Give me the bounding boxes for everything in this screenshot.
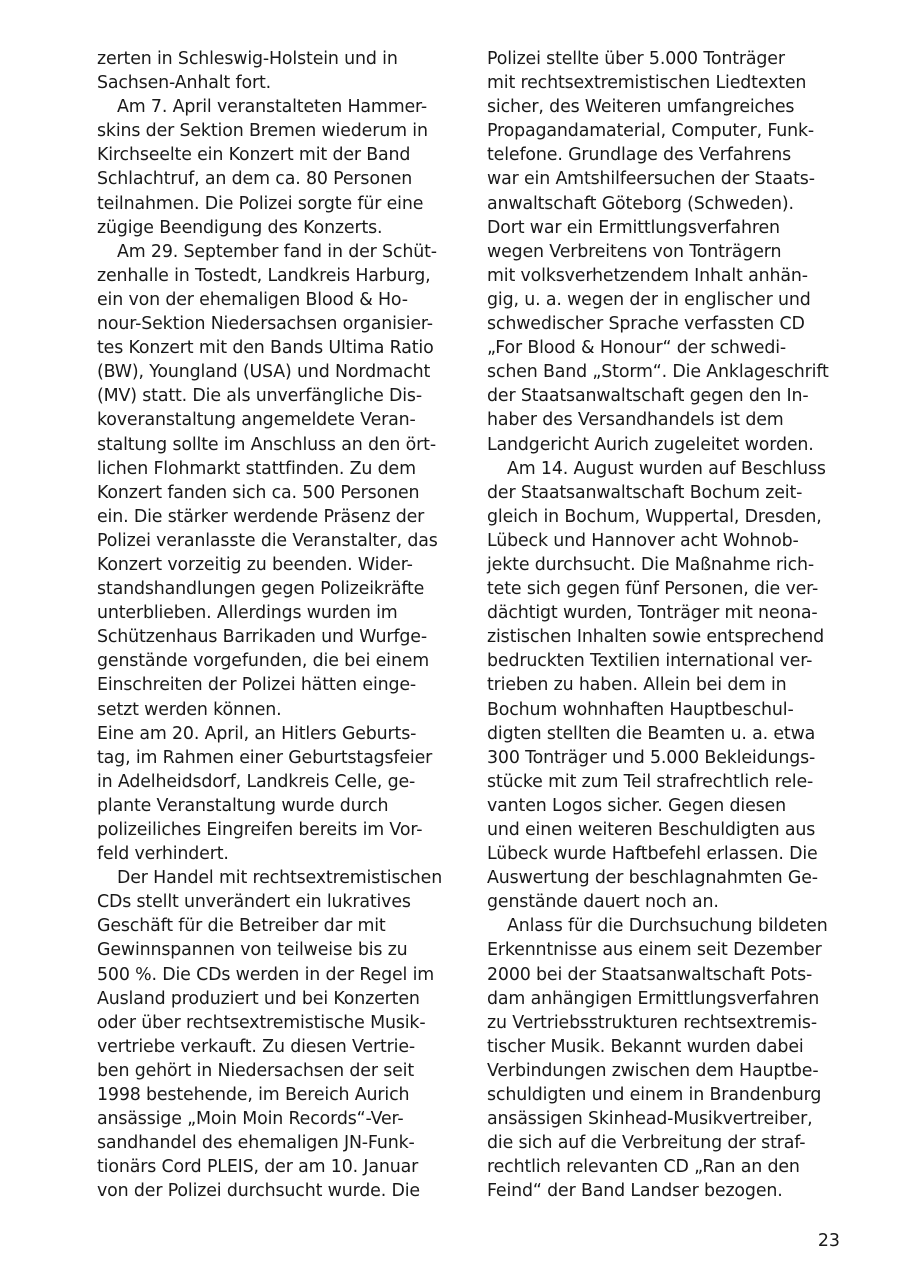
text-line: CDs stellt unverändert ein lukratives xyxy=(97,892,411,913)
text-line: wegen Verbreitens von Tonträgern xyxy=(487,241,782,262)
text-line: ansässige „Moin Moin Records“-Ver- xyxy=(97,1109,404,1130)
text-line: plante Veranstaltung wurde durch xyxy=(97,795,389,816)
text-line: der Staatsanwaltschaft gegen den In- xyxy=(487,386,809,407)
text-line: Polizei veranlasste die Veranstalter, das xyxy=(97,530,438,551)
text-line: Propagandamaterial, Computer, Funk- xyxy=(487,121,815,142)
text-line: schwedischer Sprache verfassten CD xyxy=(487,314,805,335)
text-line: dächtigt wurden, Tonträger mit neona- xyxy=(487,603,818,624)
text-line: sicher, des Weiteren umfangreiches xyxy=(487,97,795,118)
text-line: Auswertung der beschlagnahmten Ge- xyxy=(487,868,818,889)
text-line: standshandlungen gegen Polizeikräfte xyxy=(97,579,425,600)
text-line: Landgericht Aurich zugeleitet worden. xyxy=(487,434,814,455)
text-line: ansässigen Skinhead-Musikvertreiber, xyxy=(487,1109,813,1130)
text-line: feld verhindert. xyxy=(97,844,229,865)
text-line: setzt werden können. xyxy=(97,699,282,720)
text-line: gig, u. a. wegen der in englischer und xyxy=(487,289,811,310)
text-line: zu Vertriebsstrukturen rechtsextremis- xyxy=(487,1012,817,1033)
text-line: rechtlich relevanten CD „Ran an den xyxy=(487,1157,800,1178)
text-line: Anlass für die Durchsuchung bildeten xyxy=(507,916,828,937)
text-line: koveranstaltung angemeldete Veran- xyxy=(97,410,416,431)
text-line: Sachsen-Anhalt fort. xyxy=(97,73,271,94)
text-line: staltung sollte im Anschluss an den ört- xyxy=(97,434,436,455)
text-line: Einschreiten der Polizei hätten einge- xyxy=(97,675,417,696)
text-line: nour-Sektion Niedersachsen organisier- xyxy=(97,314,433,335)
text-line: Schlachtruf, an dem ca. 80 Personen xyxy=(97,169,413,190)
text-line: sandhandel des ehemaligen JN-Funk- xyxy=(97,1133,415,1154)
text-line: tischer Musik. Bekannt wurden dabei xyxy=(487,1036,804,1057)
text-line: tionärs Cord PLEIS, der am 10. Januar xyxy=(97,1157,419,1178)
text-line: Polizei stellte über 5.000 Tonträger xyxy=(487,49,785,69)
text-line: digten stellten die Beamten u. a. etwa xyxy=(487,723,816,744)
text-line: schen Band „Storm“. Die Anklageschrift xyxy=(487,362,829,383)
text-line: 2000 bei der Staatsanwaltschaft Pots- xyxy=(487,964,813,985)
text-line: unterblieben. Allerdings wurden im xyxy=(97,603,398,624)
text-line: skins der Sektion Bremen wiederum in xyxy=(97,121,428,142)
text-line: telefone. Grundlage des Verfahrens xyxy=(487,145,792,166)
text-line: anwaltschaft Göteborg (Schweden). xyxy=(487,193,794,214)
text-line: die sich auf die Verbreitung der straf- xyxy=(487,1133,806,1154)
text-line: Am 7. April veranstalteten Hammer- xyxy=(117,97,428,118)
text-line: Kirchseelte ein Konzert mit der Band xyxy=(97,145,411,166)
text-line: haber des Versandhandels ist dem xyxy=(487,410,784,431)
text-line: Erkenntnisse aus einem seit Dezember xyxy=(487,940,822,961)
text-line: 300 Tonträger und 5.000 Bekleidungs- xyxy=(487,747,816,768)
text-line: ein von der ehemaligen Blood & Ho- xyxy=(97,289,408,310)
text-line: gleich in Bochum, Wuppertal, Dresden, xyxy=(487,506,822,527)
text-line: zistischen Inhalten sowie entsprechend xyxy=(487,627,825,648)
text-line: Eine am 20. April, an Hitlers Geburts- xyxy=(97,723,417,744)
text-line: vertriebe verkauft. Zu diesen Vertrie- xyxy=(97,1036,415,1057)
text-line: zerten in Schleswig-Holstein und in xyxy=(97,49,398,69)
text-line: der Staatsanwaltschaft Bochum zeit- xyxy=(487,482,803,503)
right-text-column xyxy=(487,47,857,1204)
text-line: in Adelheidsdorf, Landkreis Celle, ge- xyxy=(97,771,416,792)
text-line: genstände vorgefunden, die bei einem xyxy=(97,651,430,672)
text-line: mit rechtsextremistischen Liedtexten xyxy=(487,73,807,94)
text-line: zügige Beendigung des Konzerts. xyxy=(97,217,383,238)
text-line: jekte durchsucht. Die Maßnahme rich- xyxy=(487,554,814,575)
text-line: 500 %. Die CDs werden in der Regel im xyxy=(97,964,435,985)
text-line: (BW), Youngland (USA) und Nordmacht xyxy=(97,362,431,383)
text-line: mit volksverhetzendem Inhalt anhän- xyxy=(487,265,808,286)
text-line: Am 14. August wurden auf Beschluss xyxy=(507,458,826,479)
text-line: Gewinnspannen von teilweise bis zu xyxy=(97,940,408,961)
text-line: tes Konzert mit den Bands Ultima Ratio xyxy=(97,338,434,359)
text-line: 1998 bestehende, im Bereich Aurich xyxy=(97,1085,410,1106)
text-line: bedruckten Textilien international ver- xyxy=(487,651,813,672)
text-line: Bochum wohnhaften Hauptbeschul- xyxy=(487,699,794,720)
text-line: war ein Amtshilfeersuchen der Staats- xyxy=(487,169,815,190)
text-line: Geschäft für die Betreiber dar mit xyxy=(97,916,386,937)
text-line: (MV) statt. Die als unverfängliche Dis- xyxy=(97,386,422,407)
text-line: oder über rechtsextremistische Musik- xyxy=(97,1012,426,1033)
text-line: polizeiliches Eingreifen bereits im Vor- xyxy=(97,820,423,840)
text-line: Lübeck und Hannover acht Wohnob- xyxy=(487,530,799,551)
page-number: 23 xyxy=(817,1231,840,1251)
left-text-column xyxy=(97,47,467,1204)
text-line: Ausland produziert und bei Konzerten xyxy=(97,988,420,1009)
text-line: trieben zu haben. Allein bei dem in xyxy=(487,675,787,696)
text-line: und einen weiteren Beschuldigten aus xyxy=(487,820,816,840)
text-line: schuldigten und einem in Brandenburg xyxy=(487,1085,822,1106)
text-line: vanten Logos sicher. Gegen diesen xyxy=(487,795,786,816)
text-line: genstände dauert noch an. xyxy=(487,892,719,913)
text-line: Feind“ der Band Landser bezogen. xyxy=(487,1181,783,1202)
text-line: Lübeck wurde Haftbefehl erlassen. Die xyxy=(487,844,818,865)
text-line: zenhalle in Tostedt, Landkreis Harburg, xyxy=(97,265,431,286)
text-line: von der Polizei durchsucht wurde. Die xyxy=(97,1181,420,1202)
text-line: Schützenhaus Barrikaden und Wurfge- xyxy=(97,627,427,648)
text-line: Am 29. September fand in der Schüt- xyxy=(117,241,437,262)
text-line: Dort war ein Ermittlungsverfahren xyxy=(487,217,780,238)
text-line: teilnahmen. Die Polizei sorgte für eine xyxy=(97,193,424,214)
text-line: „For Blood & Honour“ der schwedi- xyxy=(487,338,787,359)
text-line: tag, im Rahmen einer Geburtstagsfeier xyxy=(97,747,433,768)
text-line: Verbindungen zwischen dem Hauptbe- xyxy=(487,1060,819,1081)
text-line: ben gehört in Niedersachsen der seit xyxy=(97,1060,415,1081)
text-line: lichen Flohmarkt stattfinden. Zu dem xyxy=(97,458,416,479)
text-line: dam anhängigen Ermittlungsverfahren xyxy=(487,988,820,1009)
text-line: stücke mit zum Teil strafrechtlich rele- xyxy=(487,771,814,792)
text-line: ein. Die stärker werdende Präsenz der xyxy=(97,506,425,527)
text-line: Konzert fanden sich ca. 500 Personen xyxy=(97,482,420,503)
text-line: Der Handel mit rechtsextremistischen xyxy=(117,868,443,889)
text-line: tete sich gegen fünf Personen, die ver- xyxy=(487,579,819,600)
text-line: Konzert vorzeitig zu beenden. Wider- xyxy=(97,554,413,575)
